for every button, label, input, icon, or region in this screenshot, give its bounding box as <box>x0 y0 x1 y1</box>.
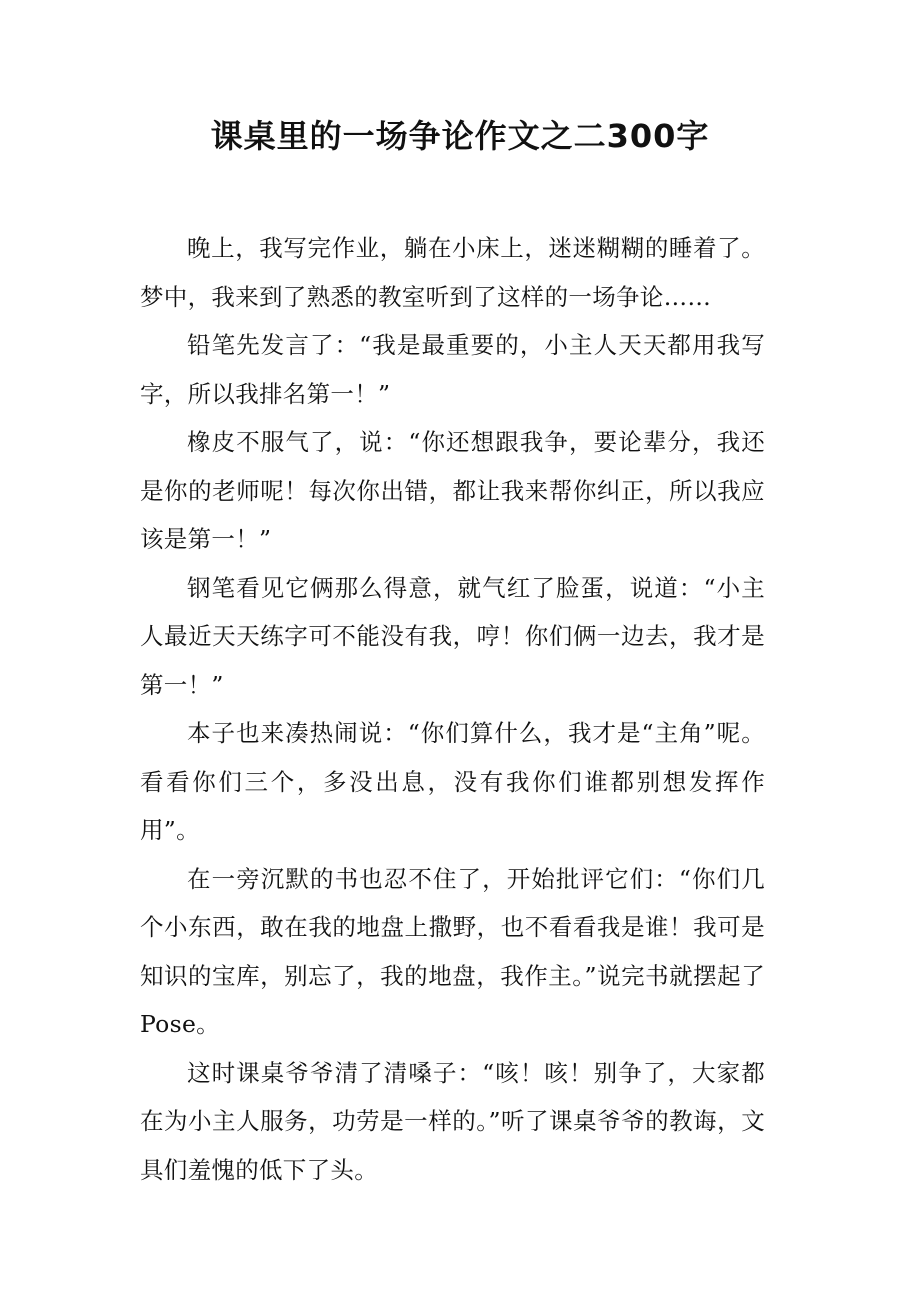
document-title: 课桌里的一场争论作文之二300字 <box>210 117 710 155</box>
paragraph-1: 晚上，我写完作业，躺在小床上，迷迷糊糊的睡着了。梦中，我来到了熟悉的教室听到了这样的一场争论…… <box>140 234 765 311</box>
paragraph-7: 这时课桌爷爷清了清嗓子：“咳！咳！别争了，大家都在为小主人服务，功劳是一样的。”听了课桌爷爷的教诲，文具们羞愧的低下了头。 <box>140 1058 765 1184</box>
paragraph-6: 在一旁沉默的书也忍不住了，开始批评它们：“你们几个小东西，敢在我的地盘上撒野，也不看看我是谁！我可是知识的宝库，别忘了，我的地盘，我作主。”说完书就摆起了Pose。 <box>140 864 765 1038</box>
paragraph-4: 钢笔看见它俩那么得意，就气红了脸蛋，说道：“小主人最近天天练字可不能没有我，哼！你们俩一边去，我才是第一！” <box>140 573 765 699</box>
paragraph-3: 橡皮不服气了，说：“你还想跟我争，要论辈分，我还是你的老师呢！每次你出错，都让我来帮你纠正，所以我应该是第一！” <box>140 428 765 553</box>
essay-body <box>140 224 765 1194</box>
paragraph-5: 本子也来凑热闹说：“你们算什么，我才是“主角”呢。看看你们三个，多没出息，没有我你们谁都别想发挥作用”。 <box>140 719 765 844</box>
paragraph-2: 铅笔先发言了：“我是最重要的，小主人天天都用我写字，所以我排名第一！” <box>140 331 765 408</box>
